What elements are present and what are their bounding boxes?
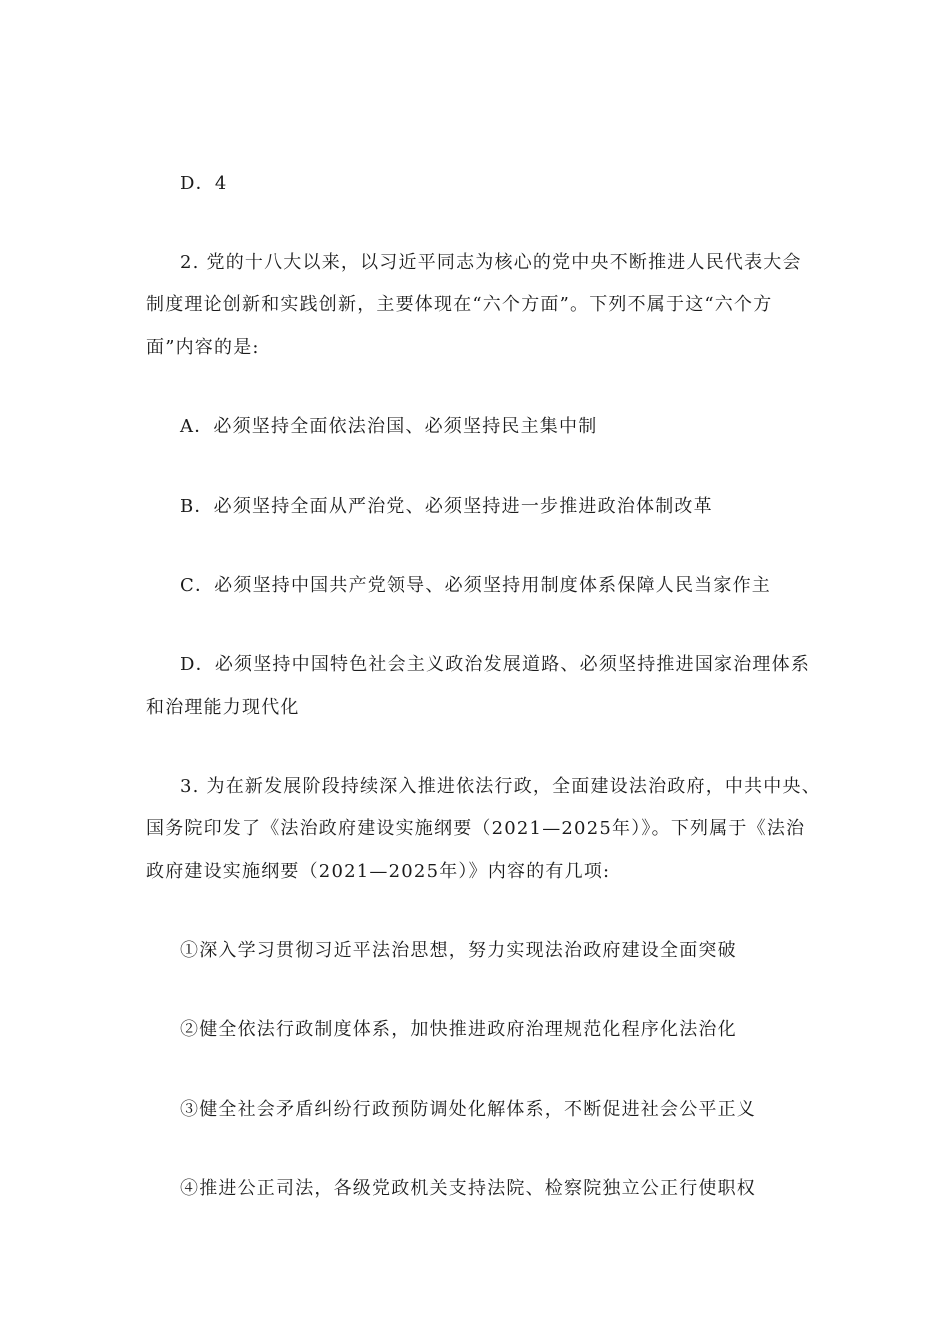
q2-option-d-line1: D．必须坚持中国特色社会主义政治发展道路、必须坚持推进国家治理体系 bbox=[180, 654, 811, 675]
q3-stem-line1: 3. 为在新发展阶段持续深入推进依法行政，全面建设法治政府，中共中央、 bbox=[180, 776, 821, 797]
q3-item-1: ①深入学习贯彻习近平法治思想，努力实现法治政府建设全面突破 bbox=[180, 940, 737, 961]
q2-option-c: C．必须坚持中国共产党领导、必须坚持用制度体系保障人民当家作主 bbox=[180, 575, 771, 596]
q3-stem-line2: 国务院印发了《法治政府建设实施纲要（2021—2025年）》。下列属于《法治 bbox=[146, 818, 806, 839]
q3-item-3: ③健全社会矛盾纠纷行政预防调处化解体系，不断促进社会公平正义 bbox=[180, 1099, 756, 1120]
q2-stem-line2: 制度理论创新和实践创新，主要体现在“六个方面”。下列不属于这“六个方 bbox=[146, 294, 773, 315]
q3-item-2: ②健全依法行政制度体系，加快推进政府治理规范化程序化法治化 bbox=[180, 1019, 737, 1040]
q3-stem-line3: 政府建设实施纲要（2021—2025年）》内容的有几项: bbox=[146, 861, 611, 882]
q2-stem-line3: 面”内容的是: bbox=[146, 337, 260, 358]
q2-option-d-line2: 和治理能力现代化 bbox=[146, 697, 300, 718]
q2-stem-line1: 2. 党的十八大以来，以习近平同志为核心的党中央不断推进人民代表大会 bbox=[180, 252, 802, 273]
q2-option-a: A．必须坚持全面依法治国、必须坚持民主集中制 bbox=[180, 416, 598, 437]
q2-option-b: B．必须坚持全面从严治党、必须坚持进一步推进政治体制改革 bbox=[180, 496, 713, 517]
q3-item-4: ④推进公正司法，各级党政机关支持法院、检察院独立公正行使职权 bbox=[180, 1178, 756, 1199]
q1-option-d: D．4 bbox=[180, 173, 228, 194]
